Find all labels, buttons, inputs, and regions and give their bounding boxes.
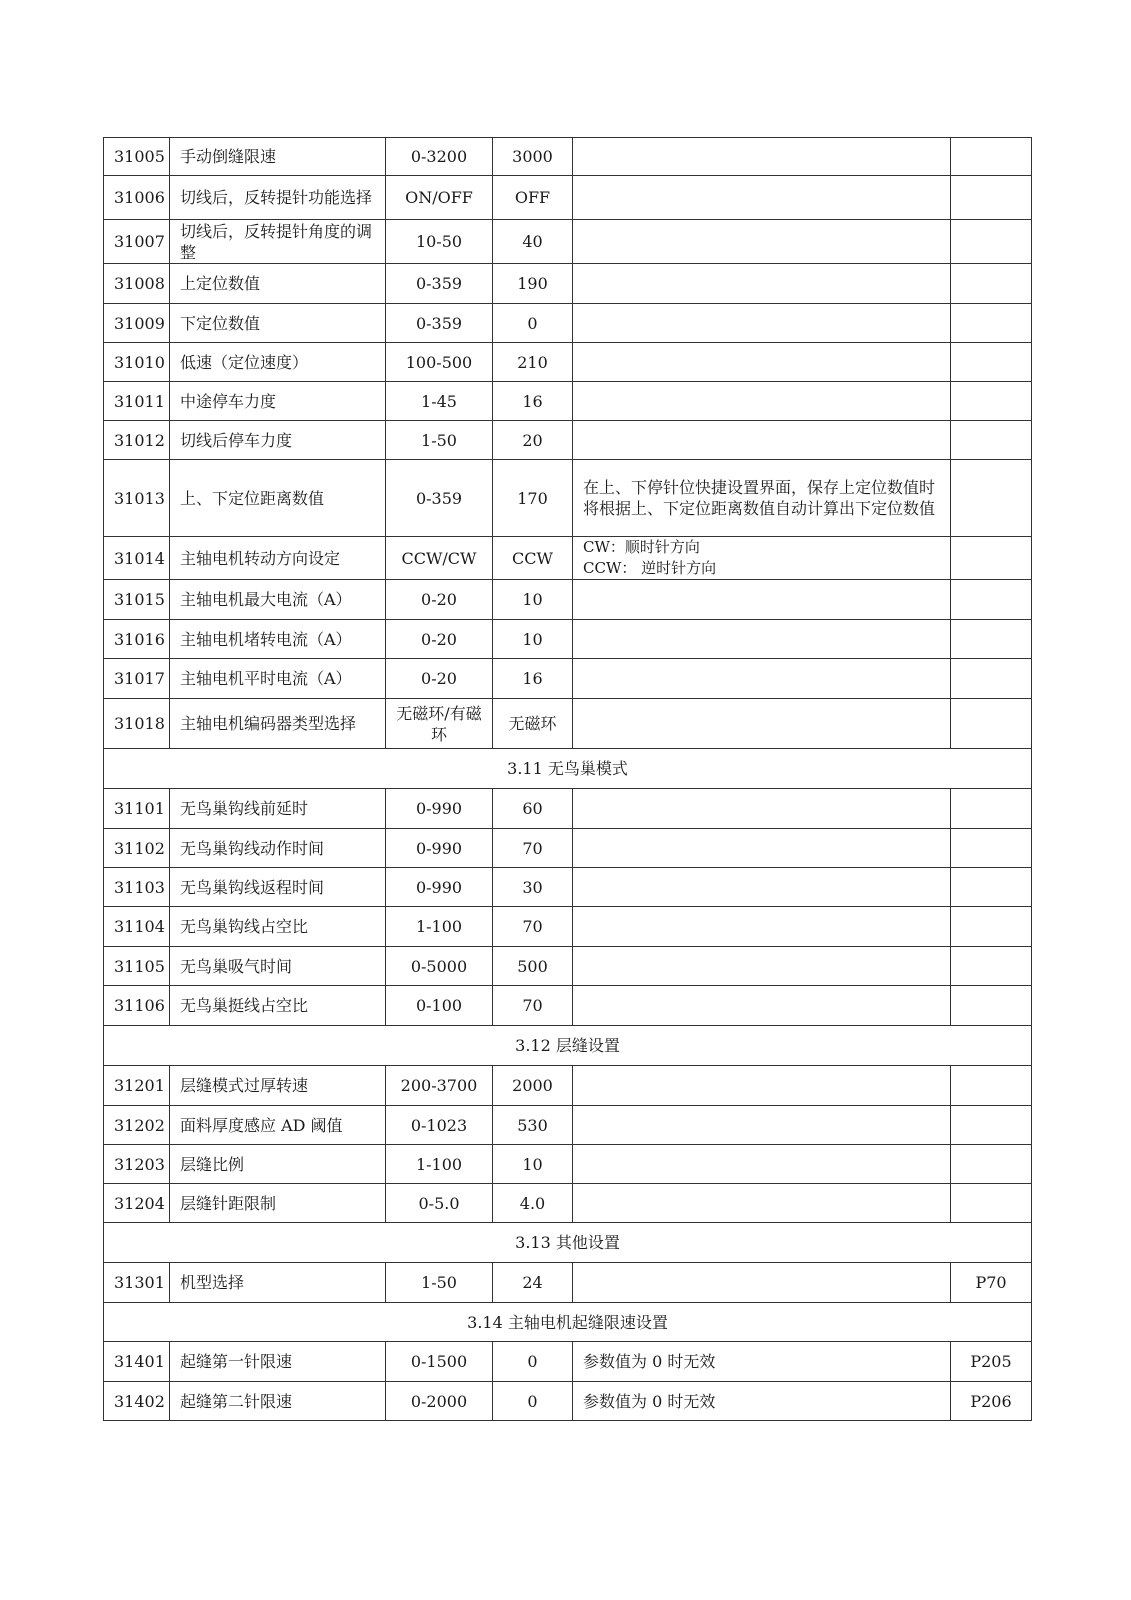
param-code-cell: 31104 <box>104 907 170 947</box>
param-default-cell: 70 <box>493 986 573 1026</box>
table-row <box>104 421 1032 460</box>
param-range-cell: ON/OFF <box>386 176 493 220</box>
param-default-cell: 10 <box>493 620 573 659</box>
table-row <box>104 1382 1032 1421</box>
description-line: CCW： 逆时针方向 <box>583 559 717 577</box>
param-name-cell: 层缝比例 <box>170 1145 386 1184</box>
section-title: 3.14 主轴电机起缝限速设置 <box>104 1303 1032 1342</box>
param-description-cell <box>573 460 951 537</box>
param-default-cell: 70 <box>493 907 573 947</box>
param-range-cell: 200-3700 <box>386 1066 493 1106</box>
param-name-cell: 上定位数值 <box>170 264 386 304</box>
param-description-cell <box>573 138 951 176</box>
param-code-cell: 31106 <box>104 986 170 1026</box>
param-code-cell: 31402 <box>104 1382 170 1421</box>
description-line: 参数值为 0 时无效 <box>583 1352 716 1371</box>
param-description-cell <box>573 947 951 986</box>
param-default-cell: 0 <box>493 304 573 343</box>
param-code-cell: 31018 <box>104 699 170 749</box>
param-range-cell: 1-50 <box>386 1263 493 1303</box>
param-code-cell: 31102 <box>104 829 170 868</box>
param-code-cell: 31105 <box>104 947 170 986</box>
param-default-cell: 210 <box>493 343 573 382</box>
param-code-cell: 31010 <box>104 343 170 382</box>
param-name-cell: 层缝针距限制 <box>170 1184 386 1223</box>
section-row <box>104 1026 1032 1066</box>
table-row <box>104 176 1032 220</box>
table-row <box>104 1145 1032 1184</box>
param-default-cell: OFF <box>493 176 573 220</box>
table-row <box>104 138 1032 176</box>
param-ref-cell <box>951 460 1032 537</box>
param-ref-cell: P70 <box>951 1263 1032 1303</box>
param-range-cell: 0-359 <box>386 304 493 343</box>
param-code-cell: 31016 <box>104 620 170 659</box>
section-row <box>104 749 1032 789</box>
param-range-cell: 100-500 <box>386 343 493 382</box>
param-code-cell: 31006 <box>104 176 170 220</box>
param-range-cell: 0-3200 <box>386 138 493 176</box>
param-description-cell <box>573 699 951 749</box>
param-description-cell <box>573 1066 951 1106</box>
param-range-cell: CCW/CW <box>386 537 493 580</box>
param-default-cell: 0 <box>493 1342 573 1382</box>
param-default-cell: 20 <box>493 421 573 460</box>
param-ref-cell: P206 <box>951 1382 1032 1421</box>
table-row <box>104 659 1032 699</box>
param-name-cell: 无鸟巢钩线动作时间 <box>170 829 386 868</box>
description-line: CW：顺时针方向 <box>583 538 700 556</box>
param-ref-cell <box>951 789 1032 829</box>
param-code-cell: 31015 <box>104 580 170 620</box>
param-name-cell: 机型选择 <box>170 1263 386 1303</box>
param-description-cell <box>573 659 951 699</box>
param-name-cell: 主轴电机最大电流（A） <box>170 580 386 620</box>
param-ref-cell <box>951 1106 1032 1145</box>
table-row <box>104 460 1032 537</box>
table-row <box>104 382 1032 421</box>
param-name-cell: 手动倒缝限速 <box>170 138 386 176</box>
param-ref-cell <box>951 138 1032 176</box>
param-code-cell: 31009 <box>104 304 170 343</box>
param-range-cell: 1-50 <box>386 421 493 460</box>
param-default-cell: 24 <box>493 1263 573 1303</box>
param-ref-cell <box>951 829 1032 868</box>
param-code-cell: 31202 <box>104 1106 170 1145</box>
param-description-cell <box>573 1184 951 1223</box>
table-row <box>104 829 1032 868</box>
param-ref-cell <box>951 868 1032 907</box>
param-description-cell <box>573 220 951 264</box>
param-name-cell: 无鸟巢钩线占空比 <box>170 907 386 947</box>
param-description-cell <box>573 1263 951 1303</box>
param-name-cell: 无鸟巢吸气时间 <box>170 947 386 986</box>
param-code-cell: 31017 <box>104 659 170 699</box>
param-range-cell: 1-45 <box>386 382 493 421</box>
param-code-cell: 31011 <box>104 382 170 421</box>
param-default-cell: 10 <box>493 1145 573 1184</box>
param-code-cell: 31301 <box>104 1263 170 1303</box>
param-range-cell: 无磁环/有磁环 <box>386 699 493 749</box>
table-row <box>104 537 1032 580</box>
table-row <box>104 620 1032 659</box>
param-description-cell <box>573 1342 951 1382</box>
param-range-cell: 0-1023 <box>386 1106 493 1145</box>
param-description-cell <box>573 789 951 829</box>
param-name-cell: 面料厚度感应 AD 阈值 <box>170 1106 386 1145</box>
param-default-cell: 40 <box>493 220 573 264</box>
description-line: 参数值为 0 时无效 <box>583 1391 716 1411</box>
param-default-cell: 170 <box>493 460 573 537</box>
param-code-cell: 31401 <box>104 1342 170 1382</box>
param-ref-cell <box>951 699 1032 749</box>
section-title: 3.11 无鸟巢模式 <box>104 749 1032 789</box>
parameter-table <box>103 137 1032 1421</box>
param-name-cell: 主轴电机堵转电流（A） <box>170 620 386 659</box>
param-name-cell: 低速（定位速度） <box>170 343 386 382</box>
param-ref-cell <box>951 421 1032 460</box>
param-code-cell: 31014 <box>104 537 170 580</box>
param-ref-cell <box>951 343 1032 382</box>
param-ref-cell: P205 <box>951 1342 1032 1382</box>
param-code-cell: 31005 <box>104 138 170 176</box>
param-ref-cell <box>951 1066 1032 1106</box>
param-name-cell: 切线后，反转提针功能选择 <box>170 176 386 220</box>
param-range-cell: 1-100 <box>386 1145 493 1184</box>
param-ref-cell <box>951 1184 1032 1223</box>
param-default-cell: 16 <box>493 382 573 421</box>
param-name-cell: 上、下定位距离数值 <box>170 460 386 537</box>
param-ref-cell <box>951 986 1032 1026</box>
param-ref-cell <box>951 537 1032 580</box>
param-default-cell: 2000 <box>493 1066 573 1106</box>
param-ref-cell <box>951 947 1032 986</box>
table-row <box>104 304 1032 343</box>
param-description-cell <box>573 382 951 421</box>
param-default-cell: 无磁环 <box>493 699 573 749</box>
param-default-cell: CCW <box>493 537 573 580</box>
param-range-cell: 0-100 <box>386 986 493 1026</box>
param-range-cell: 10-50 <box>386 220 493 264</box>
param-name-cell: 无鸟巢挺线占空比 <box>170 986 386 1026</box>
param-code-cell: 31203 <box>104 1145 170 1184</box>
param-name-cell: 中途停车力度 <box>170 382 386 421</box>
table-row <box>104 868 1032 907</box>
section-title: 3.12 层缝设置 <box>104 1026 1032 1066</box>
table-row <box>104 1106 1032 1145</box>
param-description-cell <box>573 264 951 304</box>
param-ref-cell <box>951 264 1032 304</box>
table-row <box>104 220 1032 264</box>
param-range-cell: 0-20 <box>386 620 493 659</box>
param-range-cell: 0-1500 <box>386 1342 493 1382</box>
param-description-cell <box>573 1106 951 1145</box>
param-default-cell: 4.0 <box>493 1184 573 1223</box>
table-row <box>104 1263 1032 1303</box>
table-row <box>104 264 1032 304</box>
param-name-cell: 主轴电机平时电流（A） <box>170 659 386 699</box>
table-row <box>104 699 1032 749</box>
param-description-cell <box>573 421 951 460</box>
param-ref-cell <box>951 907 1032 947</box>
description-line: 在上、下停针位快捷设置界面，保存上定位数值时将根据上、下定位距离数值自动计算出下定位数值 <box>583 478 936 518</box>
param-description-cell <box>573 537 951 580</box>
param-code-cell: 31204 <box>104 1184 170 1223</box>
param-default-cell: 16 <box>493 659 573 699</box>
param-ref-cell <box>951 659 1032 699</box>
param-description-cell <box>573 1382 951 1421</box>
param-ref-cell <box>951 1145 1032 1184</box>
param-default-cell: 70 <box>493 829 573 868</box>
param-description-cell <box>573 580 951 620</box>
param-range-cell: 0-990 <box>386 868 493 907</box>
param-description-cell <box>573 176 951 220</box>
param-name-cell: 切线后，反转提针角度的调整 <box>170 220 386 264</box>
param-description-cell <box>573 907 951 947</box>
table-row <box>104 907 1032 947</box>
param-name-cell: 下定位数值 <box>170 304 386 343</box>
param-ref-cell <box>951 382 1032 421</box>
param-description-cell <box>573 1145 951 1184</box>
param-range-cell: 0-990 <box>386 829 493 868</box>
table-row <box>104 580 1032 620</box>
param-default-cell: 3000 <box>493 138 573 176</box>
param-name-cell: 起缝第二针限速 <box>170 1382 386 1421</box>
param-default-cell: 30 <box>493 868 573 907</box>
section-row <box>104 1303 1032 1342</box>
table-row <box>104 986 1032 1026</box>
param-code-cell: 31101 <box>104 789 170 829</box>
parameter-table-body <box>104 138 1032 1421</box>
param-description-cell <box>573 986 951 1026</box>
param-description-cell <box>573 343 951 382</box>
param-default-cell: 60 <box>493 789 573 829</box>
param-range-cell: 0-20 <box>386 659 493 699</box>
param-code-cell: 31013 <box>104 460 170 537</box>
param-code-cell: 31201 <box>104 1066 170 1106</box>
param-range-cell: 0-2000 <box>386 1382 493 1421</box>
param-default-cell: 190 <box>493 264 573 304</box>
param-range-cell: 0-5000 <box>386 947 493 986</box>
param-range-cell: 0-5.0 <box>386 1184 493 1223</box>
param-code-cell: 31008 <box>104 264 170 304</box>
param-name-cell: 无鸟巢钩线返程时间 <box>170 868 386 907</box>
param-name-cell: 起缝第一针限速 <box>170 1342 386 1382</box>
param-code-cell: 31103 <box>104 868 170 907</box>
table-row <box>104 1342 1032 1382</box>
param-range-cell: 0-359 <box>386 264 493 304</box>
param-ref-cell <box>951 220 1032 264</box>
param-name-cell: 主轴电机转动方向设定 <box>170 537 386 580</box>
param-default-cell: 10 <box>493 580 573 620</box>
param-ref-cell <box>951 580 1032 620</box>
table-row <box>104 1066 1032 1106</box>
param-name-cell: 层缝模式过厚转速 <box>170 1066 386 1106</box>
table-row <box>104 1184 1032 1223</box>
param-default-cell: 0 <box>493 1382 573 1421</box>
table-row <box>104 947 1032 986</box>
param-ref-cell <box>951 620 1032 659</box>
param-name-cell: 主轴电机编码器类型选择 <box>170 699 386 749</box>
table-row <box>104 789 1032 829</box>
param-ref-cell <box>951 304 1032 343</box>
table-row <box>104 343 1032 382</box>
param-description-cell <box>573 829 951 868</box>
param-default-cell: 530 <box>493 1106 573 1145</box>
param-description-cell <box>573 868 951 907</box>
param-description-cell <box>573 304 951 343</box>
param-code-cell: 31012 <box>104 421 170 460</box>
param-ref-cell <box>951 176 1032 220</box>
section-title: 3.13 其他设置 <box>104 1223 1032 1263</box>
param-description-cell <box>573 620 951 659</box>
param-default-cell: 500 <box>493 947 573 986</box>
section-row <box>104 1223 1032 1263</box>
param-range-cell: 0-359 <box>386 460 493 537</box>
param-range-cell: 0-20 <box>386 580 493 620</box>
param-name-cell: 切线后停车力度 <box>170 421 386 460</box>
param-code-cell: 31007 <box>104 220 170 264</box>
param-range-cell: 0-990 <box>386 789 493 829</box>
param-name-cell: 无鸟巢钩线前延时 <box>170 789 386 829</box>
param-range-cell: 1-100 <box>386 907 493 947</box>
